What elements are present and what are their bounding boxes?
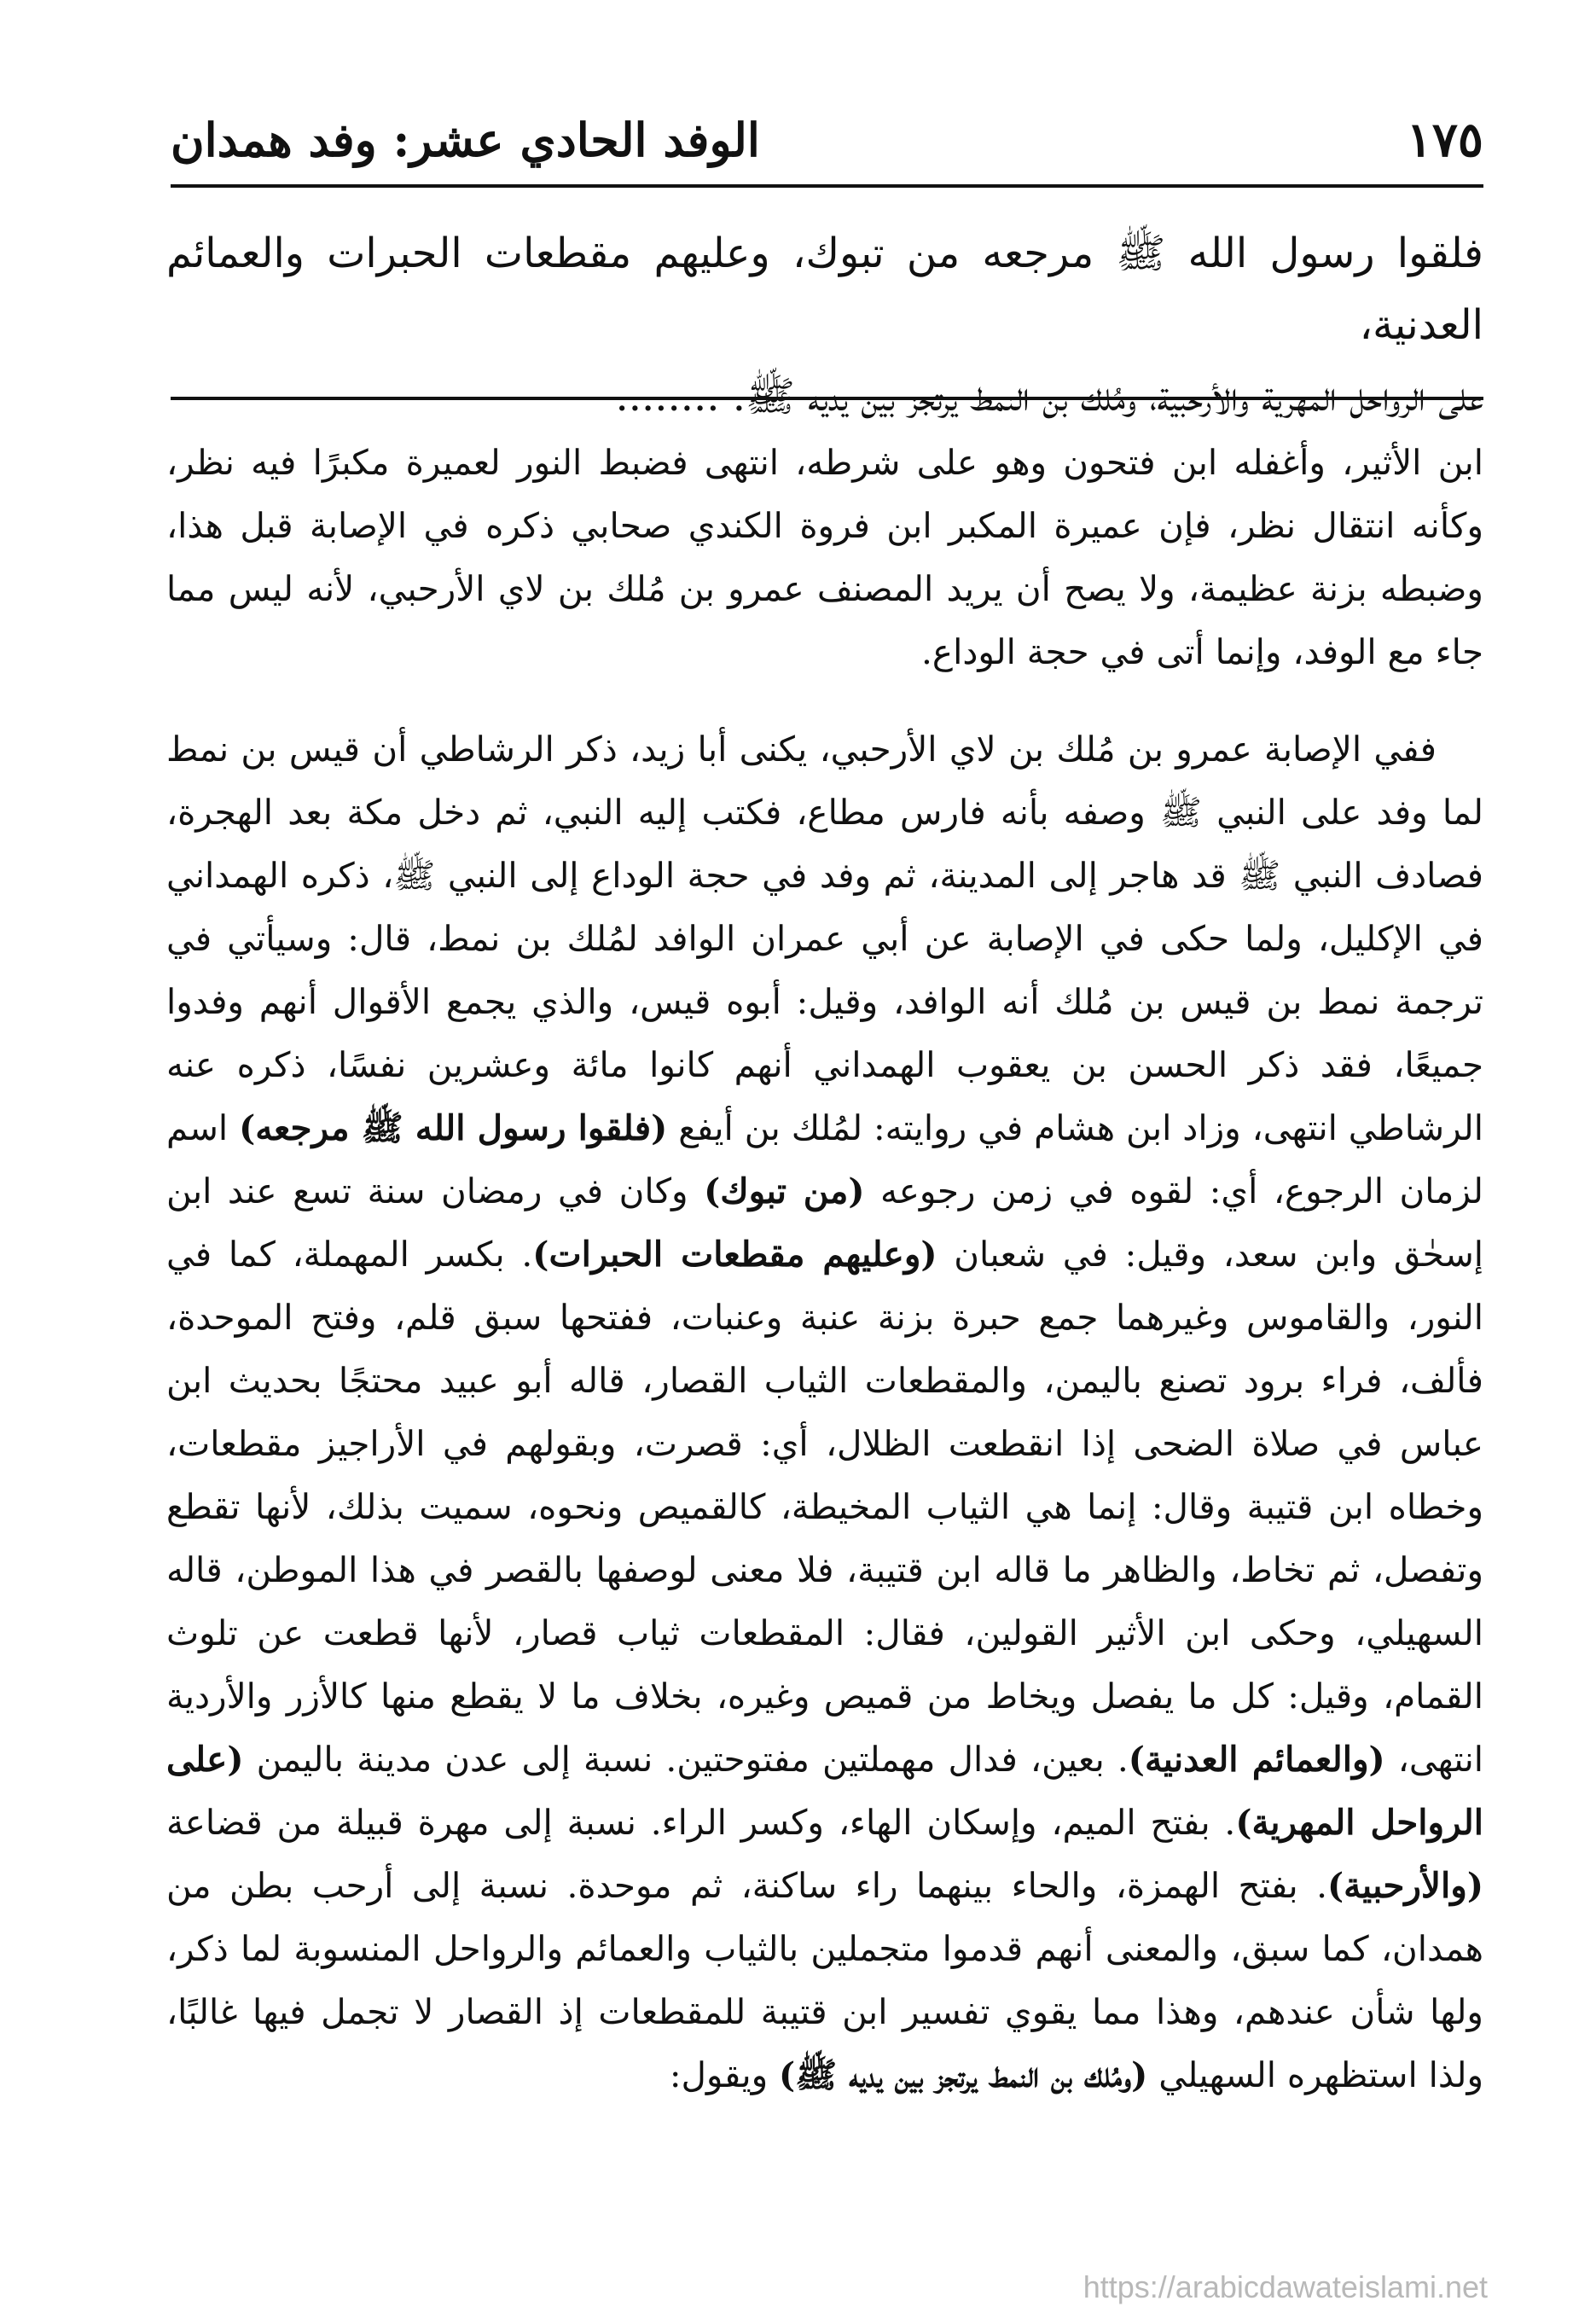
commentary-text: ويقول:: [669, 2054, 780, 2095]
commentary-text: وكان في رمضان سنة تسع عند ابن إسحٰق وابن سعد، وقيل: في شعبان: [166, 1171, 1484, 1275]
commentary-text: ففي الإصابة عمرو بن مُلك بن لاي الأرحبي، يكنى أبا زيد، ذكر الرشاطي أن قيس بن نمط لما وفد على النبي ﷺ وصفه بأنه فارس مطاع، فكتب إليه النبي، ثم دخل مكة بعد الهجرة، فصادف النبي ﷺ قد هاجر إلى المدينة، ثم وفد في حجة الوداع إلى النبي ﷺ، ذكره الهمداني في الإكليل، ولما حكى في الإصابة عن أبي عمران الوافد لمُلك بن نمط، قال: وسيأتي في ترجمة نمط بن قيس بن مُلك أنه الوافد، وقيل: أبوه قيس، والذي يجمع الأقوال أنهم وفدوا جميعًا، فقد ذكر الحسن بن يعقوب الهمداني أنهم كانوا مائة وعشرين نفسًا، ذكره عنه الرشاطي انتهى، وزاد ابن هشام في روايته: لمُلك بن أيفع: [166, 729, 1484, 1148]
header-divider: [171, 184, 1483, 188]
quoted-main-text: (والعمائم العدنية): [1128, 1739, 1385, 1780]
commentary-paragraph-2: [166, 718, 1483, 2106]
quoted-main-text: (وعليهم مقطعات الحبرات): [532, 1234, 937, 1275]
commentary-text: اسم لزمان الرجوع، أي: لقوه في زمن رجوعه: [166, 1107, 1484, 1211]
watermark-url: https://arabicdawateislami.net: [1083, 2269, 1488, 2304]
commentary-text: . بعين، فدال مهملتين مفتوحتين. نسبة إلى عدن مدينة باليمن: [243, 1739, 1129, 1780]
quoted-main-text: (ومُلك بن النمط يرتجز بين يديه ﷺ): [779, 2054, 1148, 2095]
quoted-main-text: (من تبوك): [704, 1171, 865, 1211]
running-header: [171, 101, 1483, 179]
main-text-line-2: على الرواحل المهرية والأرحبية، ومُلك بن النمط يرتجز بين يديه ﷺ. ........: [615, 373, 1483, 421]
quoted-main-text: (والأرحبية): [1327, 1865, 1483, 1906]
commentary-text: . بفتح الميم، وإسكان الهاء، وكسر الراء. نسبة إلى مهرة قبيلة من قضاعة: [166, 1802, 1236, 1843]
quoted-main-text: (فلقوا رسول الله ﷺ مرجعه): [239, 1107, 668, 1148]
commentary-block: [166, 431, 1483, 2141]
quoted-main-text: (على الرواحل المهرية): [166, 1739, 1483, 1843]
main-text-block: [166, 218, 1483, 433]
page-number: ١٧٥: [1406, 112, 1483, 168]
chapter-title: الوفد الحادي عشر: وفد همدان: [171, 113, 760, 167]
commentary-paragraph-1: ابن الأثير، وأغفله ابن فتحون وهو على شرطه، انتهى فضبط النور لعميرة مكبرًا فيه نظر، وكأنه انتقال نظر، فإن عميرة المكبر ابن فروة الكندي صحابي ذكره في الإصابة قبل هذا، وضبطه بزنة عظيمة، ولا يصح أن يريد المصنف عمرو بن مُلك بن لاي الأرحبي، لأنه ليس مما جاء مع الوفد، وإنما أتى في حجة الوداع.: [166, 442, 1483, 672]
commentary-text: . بكسر المهملة، كما في النور، والقاموس وغيرهما جمع حبرة بزنة عنبة وعنبات، ففتحها سبق قلم، وفتح الموحدة، فألف، فراء برود تصنع باليمن، والمقطعات الثياب القصار، قاله أبو عبيد محتجًا بحديث ابن عباس في صلاة الضحى إذا انقطعت الظلال، أي: قصرت، وبقولهم في الأراجيز مقطعات، وخطاه ابن قتيبة وقال: إنما هي الثياب المخيطة، كالقميص ونحوه، سميت بذلك، لأنها تقطع وتفصل، ثم تخاط، والظاهر ما قاله ابن قتيبة، فلا معنى لوصفها بالقصر في هذا الموطن، قاله السهيلي، وحكى ابن الأثير القولين، فقال: المقطعات ثياب قصار، لأنها قطعت عن تلوث القمام، وقيل: كل ما يفصل ويخاط من قميص وغيره، بخلاف ما لا يقطع منها كالأزر والأردية انتهى،: [166, 1234, 1484, 1780]
commentary-text: . بفتح الهمزة، والحاء بينهما راء ساكنة، ثم موحدة. نسبة إلى أرحب بطن من همدان، كما سبق، والمعنى أنهم قدموا متجملين بالثياب والعمائم والرواحل المنسوبة لما ذكر، ولها شأن عندهم، وهذا مما يقوي تفسير ابن قتيبة للمقطعات إذ القصار لا تجمل فيها غالبًا، ولذا استظهره السهيلي: [166, 1865, 1483, 2095]
text-commentary-divider: [171, 397, 1483, 400]
main-text-line-1: فلقوا رسول الله ﷺ مرجعه من تبوك، وعليهم مقطعات الحبرات والعمائم العدنية،: [166, 229, 1483, 349]
